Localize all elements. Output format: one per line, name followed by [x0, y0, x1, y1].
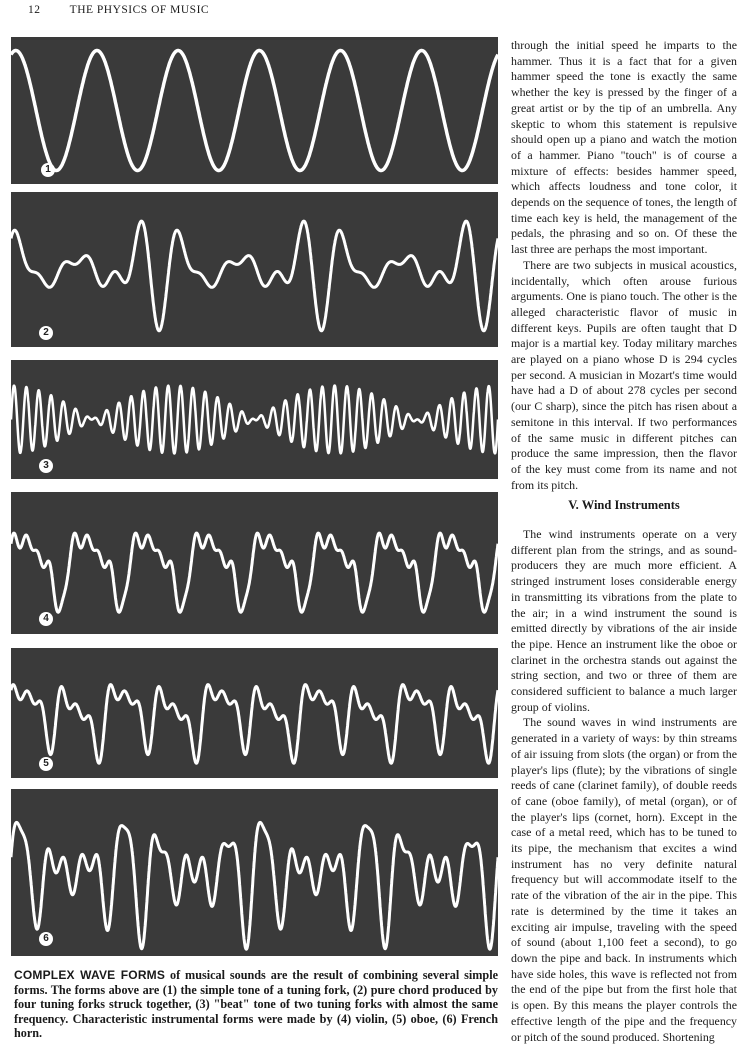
running-title: THE PHYSICS OF MUSIC	[69, 4, 210, 16]
text-column-bottom	[511, 527, 737, 1045]
wave-path-3	[11, 386, 498, 454]
section-heading: V. Wind Instruments	[568, 498, 680, 512]
figure-label-2: 2	[39, 326, 53, 340]
wave-path-4	[11, 533, 498, 612]
page-number: 12	[28, 4, 41, 16]
wave-figure-4	[11, 492, 498, 634]
wave-figure-2	[11, 192, 498, 347]
wave-figure-1	[11, 37, 498, 184]
wave-path-5	[11, 685, 498, 764]
figure-caption	[14, 968, 498, 1041]
wave-figure-6	[11, 789, 498, 956]
wave-path-1	[11, 51, 498, 171]
paragraph-2: There are two subjects in musical acoustics, incidentally, which often arouse furious arguments. One is piano touch. The other is the alleged characteristic flavor of music in different keys. Pupils are often taught that D major is a martial key. Today military marches are played on a piano whose D is 294 cycles per second. A musician in Mozart's time would have had a D of about 278 cycles per second (our C sharp), since the pitch has risen about a semitone in this interval. If two performances of the same music in different pitches can produce the same impression, then the flavor of the key must come from its name and not from its pitch.	[511, 257, 737, 492]
caption-heading: COMPLEX WAVE FORMS	[14, 968, 166, 982]
wave-figure-5	[11, 648, 498, 778]
caption-body: of musical sounds are the result of combining several simple forms. The forms above are (1) the simple tone of a tuning fork, (2) pure chord produced by four tuning forks struck together, (3) "beat" tone of two tuning forks with almost the same frequency. Characteristic instrumental forms were made by (4) violin, (5) oboe, (6) French horn.	[14, 968, 498, 1041]
figure-label-3: 3	[39, 459, 53, 473]
paragraph-1: through the initial speed he imparts to the hammer. Thus it is a fact that for a given hammer speed the tone is exactly the same whether the key is pressed by the finger of a great artist or by the tip of an umbrella. Any skeptic to whom this statement is repulsive should open up a piano and watch the motion of a hammer. Piano "touch" is of course a mixture of effects: besides hammer speed, which affects loudness and tone color, it depends on the sequence of tones, the length of time each key is held, the management of the pedals, the phrasing and so on. Of these the last three are perhaps the most important.	[511, 38, 737, 257]
text-column-top	[511, 38, 737, 493]
paragraph-4: The sound waves in wind instruments are generated in a variety of ways: by thin streams of air issuing from slots (the organ) or from the player's lips (flute); by the vibrations of single reeds of cane (clarinet family), of double reeds of cane (oboe family), of metal (organ), or of the player's lips (cornet, horn). Except in the case of a metal reed, which has to be tuned to its pipe, the mechanism that excites a wind instrument has no very definite natural frequency but will accommodate itself to the rate of the vibration of the air in the pipe. This rate is determined by the time it takes an exciting air impulse, traveling with the speed of sound (about 1,100 feet a second), to go down the pipe and back. In instruments which have side holes, this wave is reflected not from the end of the pipe but from the first hole that is open. By this means the player controls the effective length of the pipe and the frequency or pitch of the sound produced. Shortening	[511, 715, 737, 1044]
figure-label-4: 4	[39, 612, 53, 626]
figure-label-6: 6	[39, 932, 53, 946]
paragraph-3: The wind instruments operate on a very different plan from the strings, and as sound-producers they are much more efficient. A stringed instrument loses considerable energy in transmitting its vibrations from the plate to the air; in a wind instrument the sound is emitted directly by vibrations of the air inside the pipe. Hence an instrument like the oboe or clarinet in the orchestra stands out against the string section, and two or three of them are considered sufficient to balance a much larger group of violins.	[511, 527, 737, 714]
figure-label-5: 5	[39, 757, 53, 771]
wave-figure-3	[11, 360, 498, 479]
section-heading-block	[511, 498, 737, 514]
figure-label-1: 1	[41, 163, 55, 177]
wave-path-6	[11, 822, 498, 949]
wave-path-2	[11, 221, 498, 331]
running-header	[28, 4, 209, 16]
